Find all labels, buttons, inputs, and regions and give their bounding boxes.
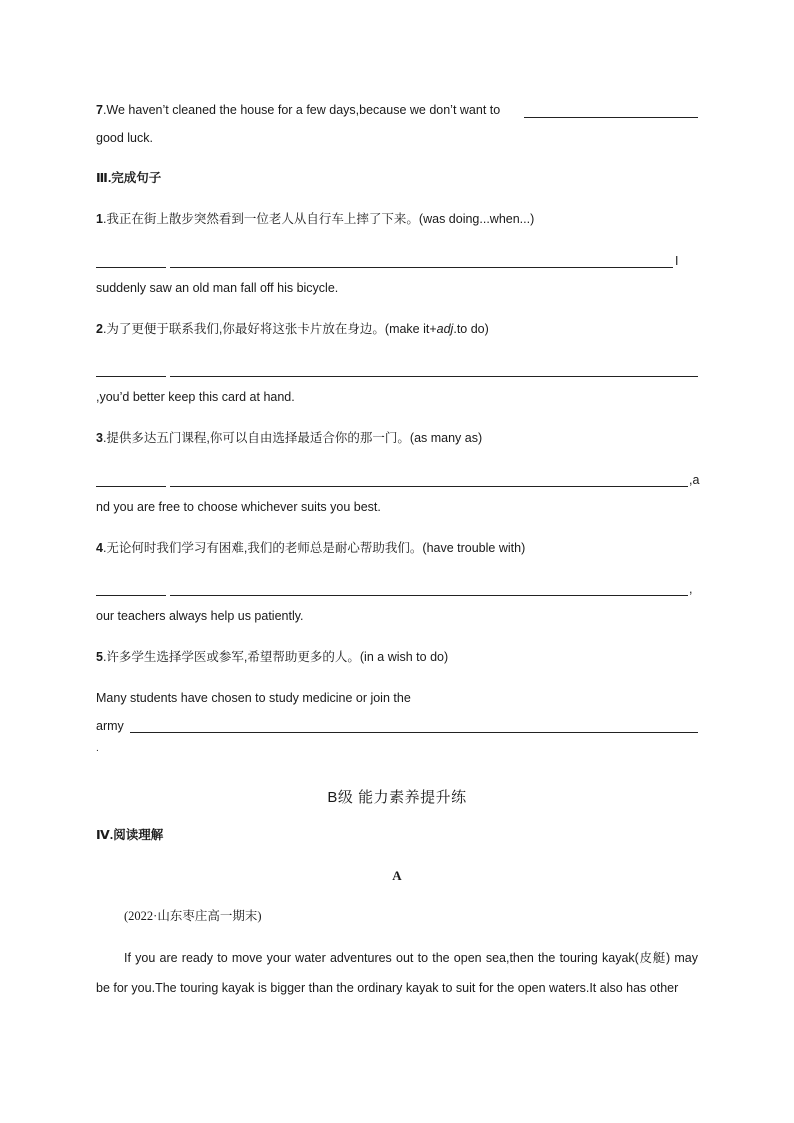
sentence-number: 3 [96,431,103,445]
sentence-4-prompt [96,540,525,556]
question-number: 7 [96,103,103,117]
sentence-prompt: .为了更便于联系我们,你最好将这张卡片放在身边。(make it+ [102,322,437,336]
answer-blank-long[interactable] [170,472,688,487]
line-end-text: , [689,582,693,596]
answer-blank-short[interactable] [96,581,166,596]
sentence-prompt-italic: adj [436,322,454,336]
section-heading-3: Ⅲ.完成句子 [96,171,162,185]
answer-blank-short[interactable] [96,472,166,487]
level-title: B级 能力素养提升练 [327,789,467,806]
sentence-prompt: .无论何时我们学习有困难,我们的老师总是耐心帮助我们。(have trouble with) [102,541,526,555]
answer-blank-short[interactable] [96,362,166,377]
answer-blank-long[interactable] [170,581,688,596]
answer-blank-long[interactable] [170,362,698,377]
sentence-continuation: suddenly saw an old man fall off his bicycle. [96,281,339,295]
answer-blank[interactable] [524,103,698,118]
sentence-5-line-1: Many students have chosen to study medicine or join the [96,691,411,705]
sentence-continuation: ,you’d better keep this card at hand. [96,390,295,404]
question-text: .We haven’t cleaned the house for a few days,because we don’t want to [102,103,501,117]
answer-blank-short[interactable] [96,253,166,268]
sentence-prompt-end: .to do) [453,322,489,336]
answer-blank-long[interactable] [130,718,698,733]
question-continuation: good luck. [96,131,153,145]
sentence-1-prompt [96,211,534,227]
sentence-prompt: .许多学生选择学医或参军,希望帮助更多的人。(in a wish to do) [102,650,449,664]
section-heading-4: Ⅳ.阅读理解 [96,828,164,842]
sentence-number: 5 [96,650,103,664]
sentence-continuation: nd you are free to choose whichever suits you best. [96,500,381,514]
sentence-3-prompt [96,430,482,446]
sentence-5-prompt [96,649,448,665]
sentence-number: 1 [96,212,103,226]
sentence-continuation: our teachers always help us patiently. [96,609,304,623]
answer-blank-long[interactable] [170,253,673,268]
passage-source: (2022·山东枣庄高一期末) [124,909,262,923]
line-end-text: I [675,254,679,268]
sentence-number: 4 [96,541,103,555]
sentence-prompt: .我正在街上散步突然看到一位老人从自行车上摔了下来。(was doing...when...) [102,212,535,226]
question-7-line [96,102,500,118]
sentence-5-line-2-start: army [96,719,124,733]
sentence-5-period: . [96,743,99,754]
sentence-number: 2 [96,322,103,336]
passage-paragraph: If you are ready to move your water adventures out to the open sea,then the touring kayak(皮艇) may be for you.The touring kayak is bigger than the ordinary kayak to suit for the open waters.It also has other [96,951,698,995]
passage-label: A [392,868,402,883]
sentence-2-prompt [96,321,489,337]
sentence-prompt: .提供多达五门课程,你可以自由选择最适合你的那一门。(as many as) [102,431,483,445]
line-end-text: ,a [689,473,700,487]
